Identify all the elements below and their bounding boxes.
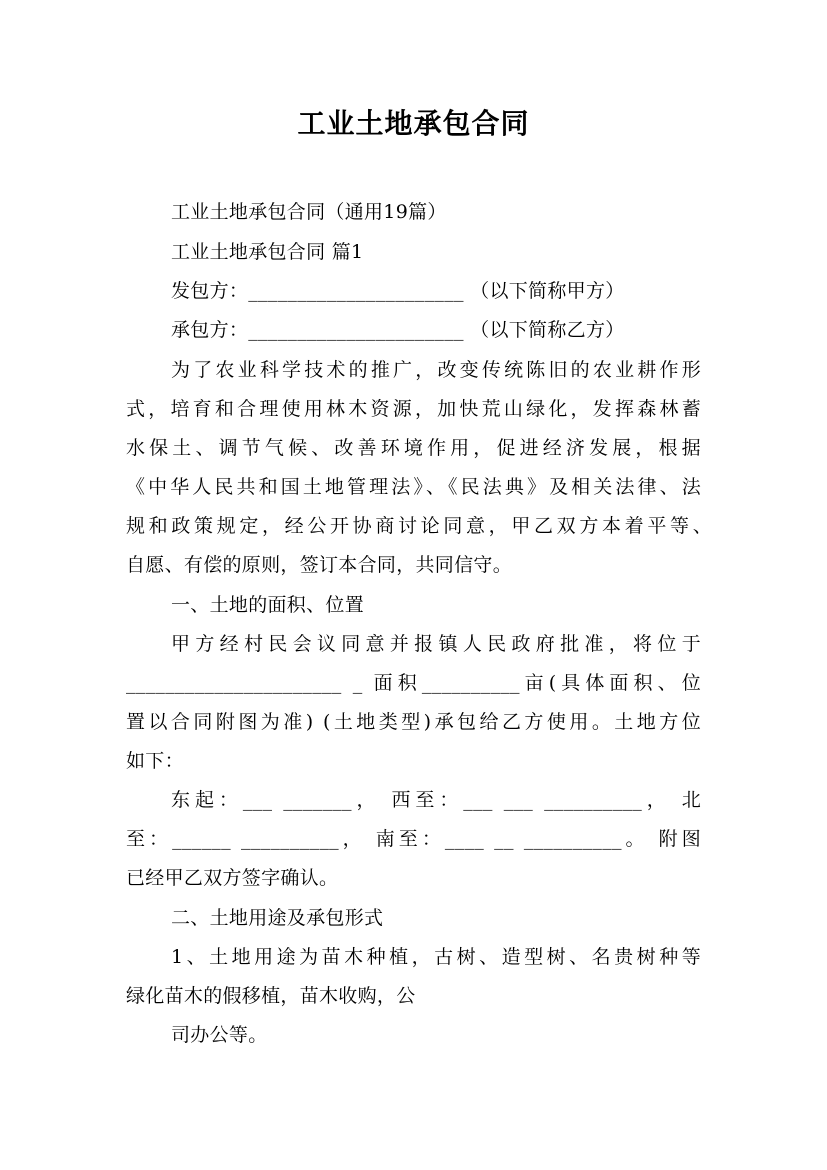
paragraph-line: 东起：___ _______， 西至：___ ___ __________， 北 (171, 789, 701, 811)
paragraph-line: 司办公等。 (171, 1024, 268, 1046)
party-a-line: 发包方：______________________ （以下简称甲方） (171, 280, 625, 302)
section-heading-1: 一、土地的面积、位置 (171, 594, 365, 616)
section-heading-2: 二、土地用途及承包形式 (171, 907, 384, 929)
paragraph-line: 如下： (126, 750, 184, 772)
document-subtitle: 工业土地承包合同（通用19篇） (171, 201, 447, 223)
party-b-line: 承包方：______________________ （以下简称乙方） (171, 319, 625, 341)
paragraph-line: 式，培育和合理使用林木资源，加快荒山绿化，发挥森林蓄 (126, 398, 701, 420)
paragraph-line: 为了农业科学技术的推广，改变传统陈旧的农业耕作形 (171, 359, 701, 381)
paragraph-line: 规和政策规定，经公开协商讨论同意，甲乙双方本着平等、 (126, 515, 712, 537)
document-title: 工业土地承包合同 (297, 107, 530, 140)
paragraph-line: 水保土、调节气候、改善环境作用，促进经济发展，根据 (126, 437, 701, 459)
paragraph-line: 《中华人民共和国土地管理法》、《民法典》及相关法律、法 (126, 476, 701, 498)
paragraph-line: 至：______ __________， 南至：____ __ __________。 附图 (126, 828, 701, 850)
paragraph-line: 自愿、有偿的原则，签订本合同，共同信守。 (126, 554, 513, 576)
paragraph-line: 甲方经村民会议同意并报镇人民政府批准，将位于 (171, 633, 701, 655)
paragraph-line: 置以合同附图为准) (土地类型)承包给乙方使用。土地方位 (126, 711, 701, 733)
paragraph-line: 已经甲乙双方签字确认。 (126, 867, 339, 889)
paragraph-line: 1、土地用途为苗木种植，古树、造型树、名贵树种等 (171, 946, 701, 968)
paragraph-line: ______________________ _ 面积__________亩(具体面积、位 (126, 672, 701, 694)
section-heading-part1: 工业土地承包合同 篇1 (171, 241, 364, 263)
paragraph-line: 绿化苗木的假移植，苗木收购，公 (126, 985, 416, 1007)
